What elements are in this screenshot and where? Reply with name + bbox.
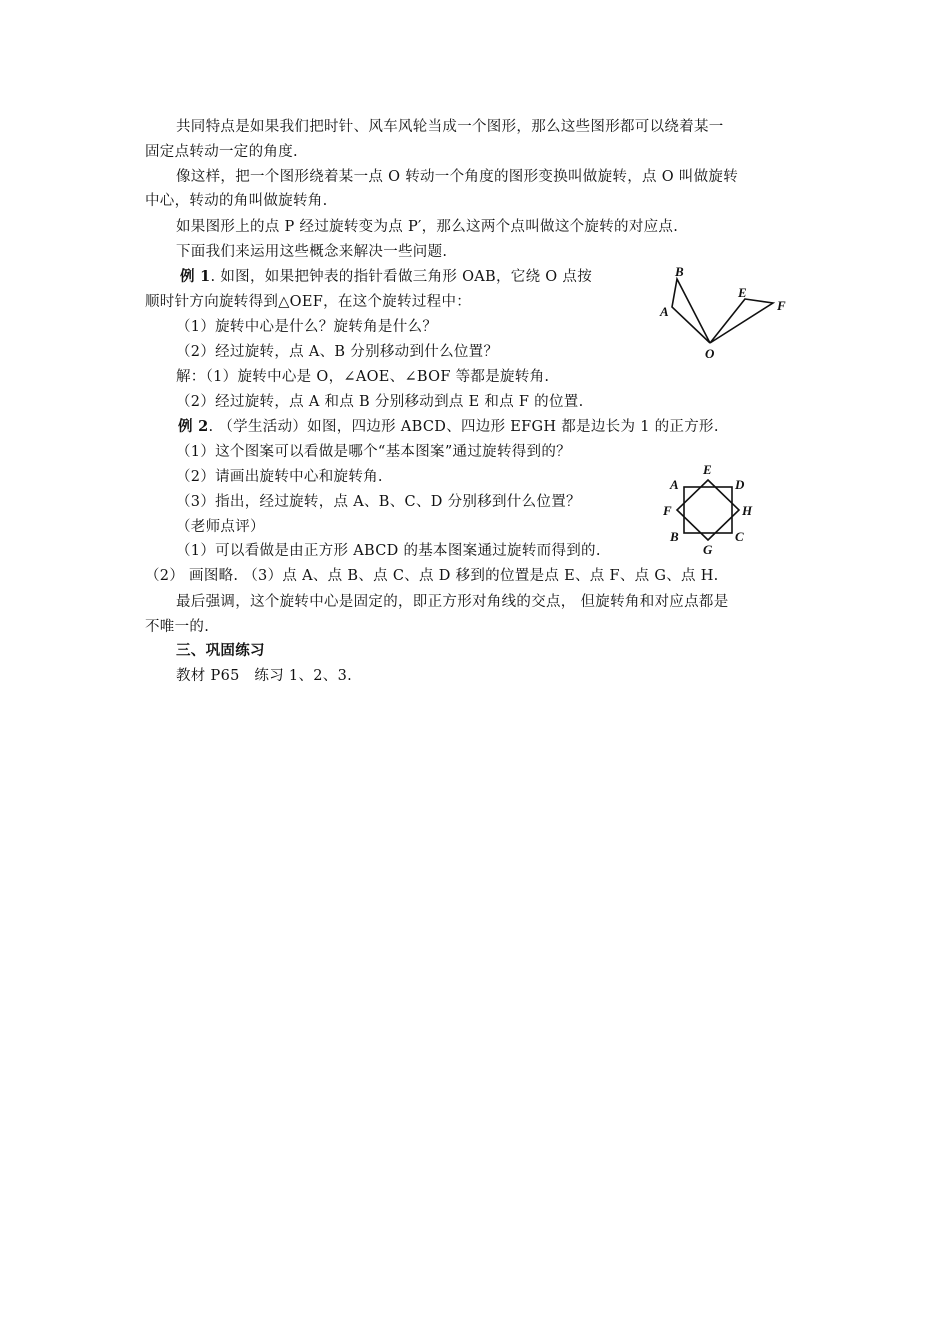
example1-text: . 如图，如果把钟表的指针看做三角形 OAB，它绕 O 点按 [210, 269, 592, 285]
example2-answer: （2） 画图略. （3）点 A、点 B、点 C、点 D 移到的位置是点 E、点 F、点 G、点 H. [145, 568, 719, 584]
figure-two-squares [677, 480, 739, 540]
square-efgh [677, 480, 739, 540]
label-b: B [670, 529, 679, 544]
label-a: A [670, 477, 679, 492]
example2-label: 例 2 [178, 418, 209, 435]
paragraph-line: 中心，转动的角叫做旋转角. [145, 193, 328, 209]
label-d: D [735, 477, 745, 492]
example1-line: 顺时针方向旋转得到△OEF，在这个旋转过程中： [145, 294, 472, 310]
exercise-line: 教材 P65 练习 1、2、3. [176, 668, 353, 684]
label-b: B [675, 264, 684, 279]
example2-question: （2）请画出旋转中心和旋转角. [176, 469, 383, 485]
label-h: H [742, 503, 753, 518]
paragraph-line: 如果图形上的点 P 经过旋转变为点 P′，那么这两个点叫做这个旋转的对应点. [176, 219, 679, 235]
paragraph-line: 下面我们来运用这些概念来解决一些问题. [176, 244, 448, 260]
section-title: 三、巩固练习 [176, 642, 265, 659]
paragraph-line: 像这样，把一个图形绕着某一点 O 转动一个角度的图形变换叫做旋转，点 O 叫做旋转 [176, 169, 739, 185]
label-a: A [660, 304, 669, 319]
label-e: E [703, 462, 712, 477]
paragraph-line: 固定点转动一定的角度. [145, 144, 298, 160]
triangle-oab [672, 279, 710, 343]
example2-answer: （1）可以看做是由正方形 ABCD 的基本图案通过旋转而得到的. [176, 543, 601, 559]
example2-text: . （学生活动）如图，四边形 ABCD、四边形 EFGH 都是边长为 1 的正方形. [208, 419, 719, 435]
example2-comment: （老师点评） [176, 519, 265, 535]
paragraph-line: 共同特点是如果我们把时针、风车风轮当成一个图形，那么这些图形都可以绕着某一 [176, 119, 724, 135]
square-abcd [684, 487, 732, 533]
triangle-oef [710, 299, 773, 343]
example1-label: 例 1 [180, 268, 211, 285]
example2-question: （3）指出，经过旋转，点 A、B、C、D 分别移到什么位置？ [176, 494, 581, 510]
example1-question: （2）经过旋转，点 A、B 分别移动到什么位置？ [176, 344, 499, 360]
summary-line: 最后强调，这个旋转中心是固定的，即正方形对角线的交点， 但旋转角和对应点都是 [176, 594, 729, 610]
label-g: G [703, 542, 713, 557]
example1-question: （1）旋转中心是什么？旋转角是什么？ [176, 319, 438, 335]
example1-answer: （2）经过旋转，点 A 和点 B 分别移动到点 E 和点 F 的位置. [176, 394, 584, 410]
summary-line: 不唯一的. [145, 619, 210, 635]
label-f: F [777, 298, 786, 313]
example1-answer: 解：（1）旋转中心是 O，∠AOE、∠BOF 等都是旋转角. [176, 369, 550, 385]
label-o: O [705, 346, 715, 361]
figure-rotation-triangles [672, 279, 773, 343]
example2-question: （1）这个图案可以看做是哪个“基本图案”通过旋转得到的？ [176, 444, 571, 460]
label-e: E [738, 285, 747, 300]
label-f: F [663, 503, 672, 518]
label-c: C [735, 529, 744, 544]
